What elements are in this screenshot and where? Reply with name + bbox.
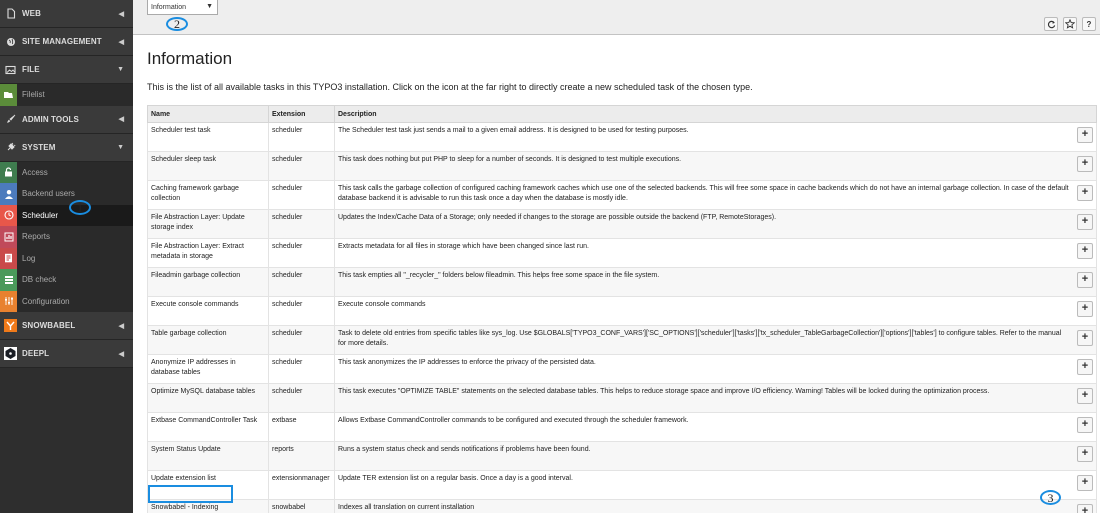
task-extension: scheduler — [269, 152, 335, 181]
task-extension: extbase — [269, 413, 335, 442]
task-extension: scheduler — [269, 326, 335, 355]
task-name: Caching framework garbage collection — [148, 181, 269, 210]
task-name: Update extension list — [148, 471, 269, 500]
function-select[interactable] — [147, 0, 218, 15]
module-item-label: Backend users — [22, 189, 75, 199]
star-icon — [1065, 19, 1075, 29]
chevron-down-icon: ▼ — [117, 66, 124, 73]
table-row — [148, 413, 1097, 442]
task-name: Scheduler test task — [148, 123, 269, 152]
db-icon — [0, 269, 17, 291]
table-row — [148, 210, 1097, 239]
module-group-file[interactable] — [0, 56, 133, 84]
plus-icon: + — [1081, 215, 1089, 228]
intro-text: This is the list of all available tasks in this TYPO3 installation. Click on the icon at the far right to directly create a new scheduled task of the chosen type. — [147, 82, 753, 92]
task-description: Extracts metadata for all files in storage which have been changed since last run. — [338, 243, 589, 250]
table-row — [148, 123, 1097, 152]
module-group-label: SYSTEM — [22, 142, 56, 152]
column-header-name: Name — [148, 106, 269, 123]
task-description-cell — [335, 123, 1097, 152]
table-row — [148, 239, 1097, 268]
plus-icon: + — [1081, 244, 1089, 257]
sliders-icon — [0, 291, 17, 313]
task-description: This task calls the garbage collection of configured caching framework caches which use one of the selected backends. This will free some space in cache backends which do not have an internal garbage collection. In case of the default database backend it is advisable to run this task once a day when the database is mostly idle. — [338, 185, 1069, 203]
table-row — [148, 471, 1097, 500]
add-task-button[interactable] — [1077, 388, 1093, 404]
module-group-label: WEB — [22, 9, 41, 18]
add-task-button[interactable] — [1077, 185, 1093, 201]
task-description-cell — [335, 152, 1097, 181]
module-item-label: Log — [22, 253, 36, 263]
module-group-label: SNOWBABEL — [22, 321, 76, 330]
add-task-button[interactable] — [1077, 446, 1093, 462]
docheader — [133, 0, 1100, 35]
task-name: Fileadmin garbage collection — [148, 268, 269, 297]
task-extension: scheduler — [269, 384, 335, 413]
add-task-button[interactable] — [1077, 243, 1093, 259]
table-row — [148, 355, 1097, 384]
user-icon — [0, 183, 17, 205]
module-group-label: ADMIN TOOLS — [22, 114, 79, 124]
task-description-cell — [335, 297, 1097, 326]
file-icon — [4, 7, 17, 20]
task-description: This task executes "OPTIMIZE TABLE" statements on the selected database tables. This helps to reduce storage space and improve I/O efficiency. Warning! Tables will be locked during the optimization process. — [338, 388, 990, 395]
module-menu — [0, 0, 133, 513]
add-task-button[interactable] — [1077, 475, 1093, 491]
task-description: Allows Extbase CommandController commands to be configured and executed through the scheduler framework. — [338, 417, 689, 424]
task-name: Execute console commands — [148, 297, 269, 326]
task-description-cell — [335, 413, 1097, 442]
table-row — [148, 268, 1097, 297]
task-description-cell — [335, 181, 1097, 210]
add-task-button[interactable] — [1077, 504, 1093, 513]
task-name: Extbase CommandController Task — [148, 413, 269, 442]
table-row — [148, 326, 1097, 355]
table-row — [148, 384, 1097, 413]
lock-icon — [0, 162, 17, 184]
add-task-button[interactable] — [1077, 156, 1093, 172]
task-extension: scheduler — [269, 239, 335, 268]
add-task-button[interactable] — [1077, 359, 1093, 375]
module-item-label: Configuration — [22, 296, 70, 306]
plus-icon: + — [1081, 331, 1089, 344]
module-item-access[interactable] — [0, 162, 133, 184]
chevron-left-icon: ◀ — [118, 38, 124, 46]
image-icon — [4, 63, 17, 76]
task-extension: reports — [269, 442, 335, 471]
task-extension: extensionmanager — [269, 471, 335, 500]
add-task-button[interactable] — [1077, 301, 1093, 317]
task-description-cell — [335, 384, 1097, 413]
task-extension: scheduler — [269, 181, 335, 210]
task-description-cell — [335, 500, 1097, 513]
task-description: The Scheduler test task just sends a mail to a given email address. It is designed to be used for testing purposes. — [338, 127, 689, 134]
table-row — [148, 181, 1097, 210]
plus-icon: + — [1081, 157, 1089, 170]
globe-icon — [4, 35, 17, 48]
chevron-left-icon: ◀ — [118, 10, 124, 18]
snowbabel-icon — [4, 319, 17, 332]
annotation-3: 3 — [1040, 490, 1061, 505]
task-description-cell — [335, 210, 1097, 239]
table-row — [148, 442, 1097, 471]
task-description-cell — [335, 326, 1097, 355]
task-name: Table garbage collection — [148, 326, 269, 355]
table-row — [148, 152, 1097, 181]
plus-icon: + — [1081, 128, 1089, 141]
module-group-deepl[interactable] — [0, 340, 133, 368]
task-description-cell — [335, 268, 1097, 297]
task-description: This task does nothing but put PHP to sleep for a number of seconds. It is designed to test multiple executions. — [338, 156, 682, 163]
add-task-button[interactable] — [1077, 127, 1093, 143]
module-group-label: SITE MANAGEMENT — [22, 37, 102, 46]
reports-icon — [0, 226, 17, 248]
module-group-site[interactable] — [0, 28, 133, 56]
task-extension: scheduler — [269, 355, 335, 384]
task-extension: scheduler — [269, 297, 335, 326]
task-description: This task empties all "_recycler_" folders below fileadmin. This helps free some space in the file system. — [338, 272, 660, 279]
plus-icon: + — [1081, 389, 1089, 402]
task-description: Update TER extension list on a regular basis. Once a day is a good interval. — [338, 475, 573, 482]
help-icon: ? — [1086, 19, 1092, 29]
task-description: Indexes all translation on current installation — [338, 504, 475, 511]
module-item-configuration[interactable] — [0, 291, 133, 313]
annotation-highlight-box — [148, 485, 233, 503]
chevron-left-icon: ◀ — [118, 116, 124, 123]
table-row — [148, 500, 1097, 513]
module-group-label: DEEPL — [22, 349, 50, 358]
plus-icon: + — [1081, 186, 1089, 199]
task-table — [147, 105, 1097, 513]
task-extension: scheduler — [269, 210, 335, 239]
module-group-admin[interactable] — [0, 106, 133, 134]
task-name: File Abstraction Layer: Update storage index — [148, 210, 269, 239]
add-task-button[interactable] — [1077, 272, 1093, 288]
plus-icon: + — [1081, 360, 1089, 373]
task-description: Updates the Index/Cache Data of a Storage; only needed if changes to the storage are possible outside the backend (FTP, RemoteStorages). — [338, 214, 777, 221]
plus-icon: + — [1081, 418, 1089, 431]
module-item-log[interactable] — [0, 248, 133, 270]
task-extension: scheduler — [269, 268, 335, 297]
plus-icon: + — [1081, 505, 1089, 513]
add-task-button[interactable] — [1077, 417, 1093, 433]
task-name: File Abstraction Layer: Extract metadata in storage — [148, 239, 269, 268]
column-header-description: Description — [335, 106, 1097, 123]
module-item-db-check[interactable] — [0, 269, 133, 291]
chevron-left-icon: ◀ — [118, 350, 124, 358]
task-name: Scheduler sleep task — [148, 152, 269, 181]
rocket-icon — [4, 113, 17, 126]
task-extension: snowbabel — [269, 500, 335, 513]
refresh-icon — [1047, 20, 1056, 29]
task-description-cell — [335, 355, 1097, 384]
chevron-left-icon: ◀ — [118, 322, 124, 330]
module-item-scheduler[interactable] — [0, 205, 133, 227]
task-name: Optimize MySQL database tables — [148, 384, 269, 413]
plus-icon: + — [1081, 476, 1089, 489]
annotation-2: 2 — [166, 17, 188, 31]
task-extension: scheduler — [269, 123, 335, 152]
add-task-button[interactable] — [1077, 330, 1093, 346]
module-item-label: Scheduler — [22, 210, 59, 220]
task-name: Anonymize IP addresses in database tables — [148, 355, 269, 384]
module-item-backend-users[interactable] — [0, 183, 133, 205]
refresh-button[interactable] — [1044, 17, 1058, 31]
task-description-cell — [335, 442, 1097, 471]
plus-icon: + — [1081, 302, 1089, 315]
clock-icon — [0, 205, 17, 227]
task-name: Snowbabel - Indexing — [148, 500, 269, 513]
task-description: This task anonymizes the IP addresses to enforce the privacy of the persisted data. — [338, 359, 596, 366]
plus-icon: + — [1081, 447, 1089, 460]
table-header-row — [148, 106, 1097, 123]
plug-icon — [4, 141, 17, 154]
task-description-cell — [335, 239, 1097, 268]
help-button[interactable] — [1082, 17, 1096, 31]
module-item-label: Reports — [22, 232, 51, 242]
task-description-cell — [335, 471, 1097, 500]
plus-icon: + — [1081, 273, 1089, 286]
module-item-filelist[interactable] — [0, 84, 133, 106]
filelist-icon — [0, 84, 17, 106]
task-name: System Status Update — [148, 442, 269, 471]
chevron-down-icon: ▼ — [117, 143, 124, 151]
page-title: Information — [147, 49, 233, 68]
module-item-label: Access — [22, 167, 48, 177]
chevron-down-icon: ▼ — [206, 3, 213, 10]
module-group-web[interactable] — [0, 0, 133, 28]
deepl-icon — [4, 347, 17, 360]
add-task-button[interactable] — [1077, 214, 1093, 230]
module-group-system[interactable] — [0, 134, 133, 162]
column-header-extension: Extension — [269, 106, 335, 123]
task-description: Task to delete old entries from specific tables like sys_log. Use $GLOBALS['TYPO3_CONF_VARS']['SC_OPTIONS']['scheduler']['tasks']['tx_scheduler_TableGarbageCollection']['options']['tables'] to configure tables. Refer to the manual for more details. — [338, 330, 1062, 348]
log-icon — [0, 248, 17, 270]
task-description: Runs a system status check and sends notifications if problems have been found. — [338, 446, 591, 453]
table-row — [148, 297, 1097, 326]
annotation-1: 1 — [69, 200, 91, 215]
module-item-label: DB check — [22, 275, 57, 285]
task-description: Execute console commands — [338, 301, 426, 308]
module-group-label: FILE — [22, 65, 40, 74]
module-item-reports[interactable] — [0, 226, 133, 248]
module-group-snowbabel[interactable] — [0, 312, 133, 340]
module-item-label: Filelist — [22, 90, 45, 100]
bookmark-button[interactable] — [1063, 17, 1077, 31]
function-select-value: Information — [151, 3, 187, 11]
